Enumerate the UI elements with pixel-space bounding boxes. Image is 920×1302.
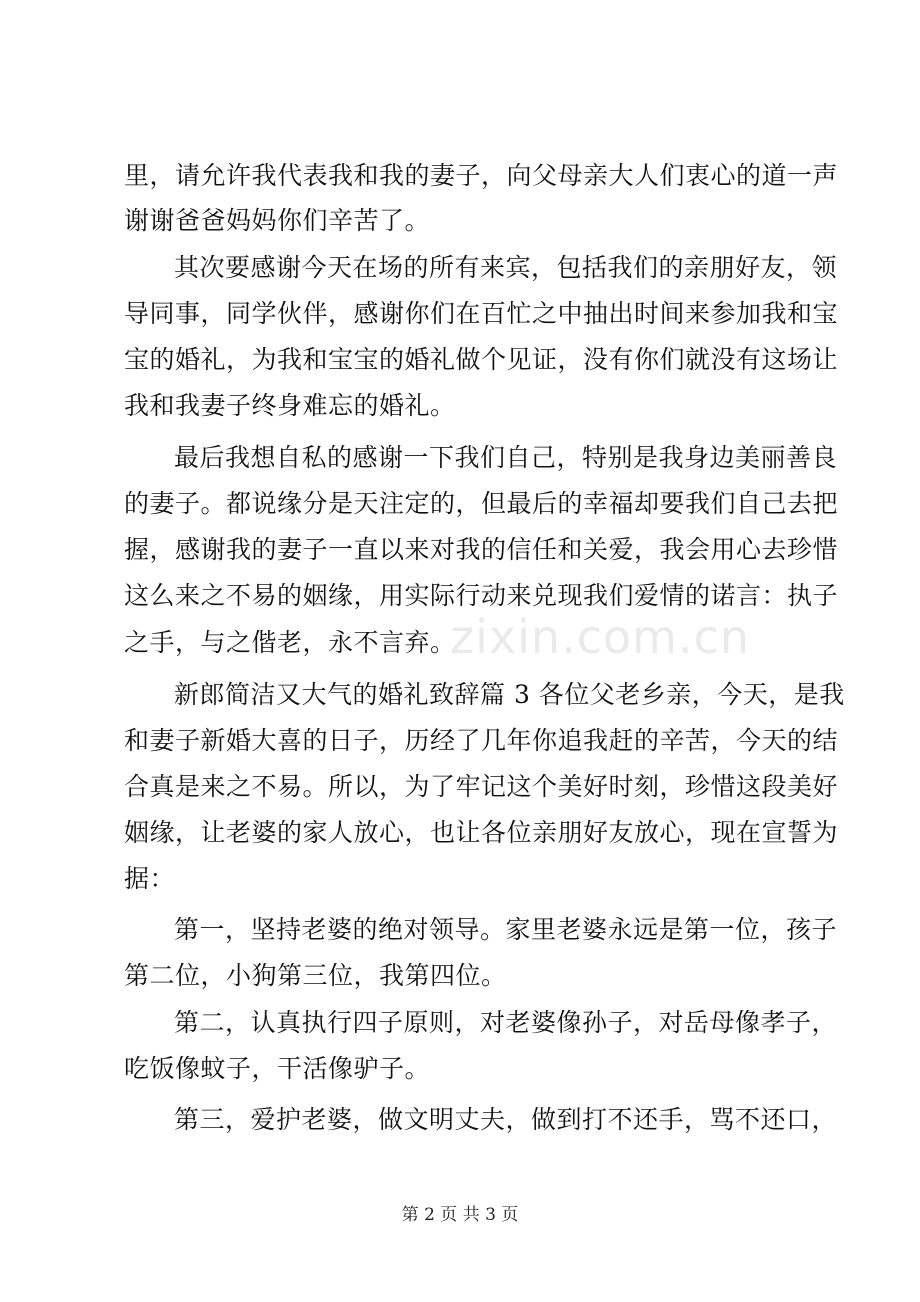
text-line: 谢谢爸爸妈妈你们辛苦了。 (124, 206, 431, 235)
paragraph-first-line: 其次要感谢今天在场的所有来宾，包括我们的亲朋好友，领 (174, 253, 838, 282)
watermark: zixin.com.cn (450, 610, 751, 664)
text-line: 之手，与之偕老，永不言弃。 (124, 628, 456, 657)
paragraph-first-line: 第二，认真执行四子原则，对老婆像孙子，对岳母像孝子， (174, 1008, 838, 1037)
text-line: 合真是来之不易。所以，为了牢记这个美好时刻，珍惜这段美好 (124, 772, 839, 801)
paragraph-first-line: 新郎简洁又大气的婚礼致辞篇 3 各位父老乡亲，今天，是我 (174, 680, 845, 709)
paragraph-first-line: 最后我想自私的感谢一下我们自己，特别是我身边美丽善良 (174, 443, 838, 472)
text-line: 第二位，小狗第三位，我第四位。 (124, 961, 507, 990)
text-line: 导同事，同学伙伴，感谢你们在百忙之中抽出时间来参加我和宝 (124, 299, 839, 328)
text-line: 握，感谢我的妻子一直以来对我的信任和关爱，我会用心去珍惜 (124, 535, 839, 564)
text-line: 姻缘，让老婆的家人放心，也让各位亲朋好友放心，现在宣誓为 (124, 818, 839, 847)
text-line: 和妻子新婚大喜的日子，历经了几年你追我赶的辛苦，今天的结 (124, 726, 839, 755)
text-line: 的妻子。都说缘分是天注定的，但最后的幸福却要我们自己去把 (124, 489, 839, 518)
text-line: 吃饭像蚊子，干活像驴子。 (124, 1054, 431, 1083)
text-line: 里，请允许我代表我和我的妻子，向父母亲大人们衷心的道一声 (124, 161, 839, 190)
paragraph-first-line: 第一，坚持老婆的绝对领导。家里老婆永远是第一位，孩子 (174, 915, 838, 944)
text-line: 宝的婚礼，为我和宝宝的婚礼做个见证，没有你们就没有这场让 (124, 345, 839, 374)
text-line: 这么来之不易的姻缘，用实际行动来兑现我们爱情的诺言：执子 (124, 581, 839, 610)
text-line: 据： (124, 864, 176, 893)
paragraph-first-line: 第三，爱护老婆，做文明丈夫，做到打不还手，骂不还口， (174, 1105, 838, 1134)
page-footer: 第 2 页 共 3 页 (401, 1205, 519, 1225)
text-line: 我和我妻子终身难忘的婚礼。 (124, 391, 456, 420)
